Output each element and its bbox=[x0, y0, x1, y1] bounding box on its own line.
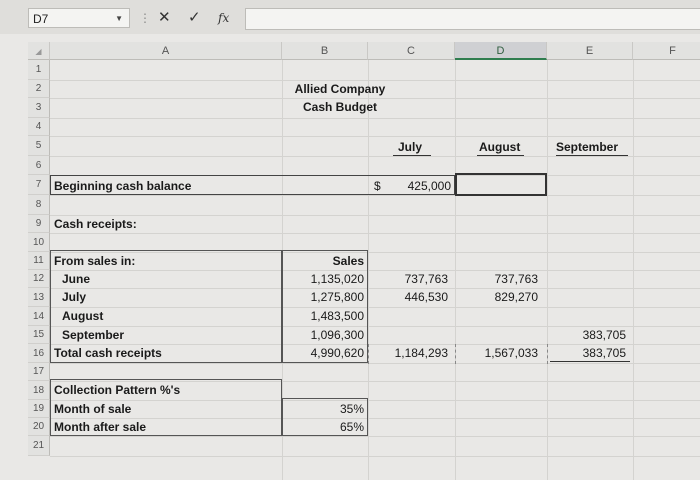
month-header-august: August bbox=[479, 140, 521, 154]
sales-row-label: July bbox=[62, 290, 87, 304]
month-of-sale-pct[interactable]: 35% bbox=[339, 402, 364, 416]
total-cash-receipts-label: Total cash receipts bbox=[54, 346, 162, 360]
sales-row-august[interactable]: 737,763 bbox=[494, 272, 538, 286]
column-header-f[interactable]: F bbox=[633, 42, 700, 60]
total-sales[interactable]: 4,990,620 bbox=[310, 346, 364, 360]
sales-header: Sales bbox=[332, 254, 364, 268]
collection-pattern-label: Collection Pattern %'s bbox=[54, 383, 181, 397]
function-icon[interactable]: fx bbox=[218, 11, 230, 25]
total-september[interactable]: 383,705 bbox=[582, 346, 626, 360]
row-header[interactable]: 1 bbox=[28, 60, 50, 80]
sales-row-label: August bbox=[62, 309, 104, 323]
formula-input[interactable] bbox=[245, 8, 700, 30]
sales-row-label: September bbox=[62, 328, 125, 342]
sales-row-sales[interactable]: 1,483,500 bbox=[310, 309, 364, 323]
total-august[interactable]: 1,567,033 bbox=[484, 346, 538, 360]
row-header[interactable]: 7 bbox=[28, 175, 50, 195]
month-of-sale-label: Month of sale bbox=[54, 402, 132, 416]
sales-row-label: June bbox=[62, 272, 91, 286]
sales-row-july[interactable]: 446,530 bbox=[404, 290, 448, 304]
company-name: Allied Company bbox=[294, 82, 386, 96]
select-all-corner[interactable]: ◢ bbox=[28, 42, 50, 60]
row-header[interactable]: 15 bbox=[28, 326, 50, 344]
row-header[interactable]: 16 bbox=[28, 344, 50, 363]
beginning-cash-currency: $ bbox=[374, 179, 381, 193]
sales-row-august[interactable]: 829,270 bbox=[494, 290, 538, 304]
month-after-sale-pct[interactable]: 65% bbox=[339, 420, 364, 434]
column-header-c[interactable]: C bbox=[368, 42, 455, 60]
row-header[interactable]: 5 bbox=[28, 136, 50, 156]
beginning-cash-label: Beginning cash balance bbox=[54, 179, 192, 193]
row-header[interactable]: 2 bbox=[28, 80, 50, 98]
selected-cell-d7[interactable] bbox=[455, 173, 547, 196]
sales-row-september[interactable]: 383,705 bbox=[582, 328, 626, 342]
row-header[interactable]: 10 bbox=[28, 233, 50, 252]
sheet-title: Cash Budget bbox=[302, 100, 377, 114]
enter-icon[interactable]: ✓ bbox=[188, 9, 201, 26]
row-header[interactable]: 3 bbox=[28, 98, 50, 118]
total-july[interactable]: 1,184,293 bbox=[394, 346, 448, 360]
worksheet bbox=[0, 34, 700, 458]
month-header-july: July bbox=[398, 140, 423, 154]
name-box-value: D7 bbox=[33, 12, 49, 26]
column-header-a[interactable]: A bbox=[50, 42, 282, 60]
chevron-down-icon[interactable]: ▼ bbox=[115, 14, 123, 23]
cash-receipts-label: Cash receipts: bbox=[54, 217, 137, 231]
beginning-cash-box bbox=[50, 175, 455, 195]
column-header-d[interactable]: D bbox=[455, 42, 547, 60]
beginning-cash-july[interactable]: 425,000 bbox=[407, 179, 451, 193]
row-header[interactable]: 12 bbox=[28, 270, 50, 288]
row-header[interactable]: 17 bbox=[28, 363, 50, 381]
name-box[interactable] bbox=[28, 8, 130, 28]
row-header[interactable]: 18 bbox=[28, 381, 50, 400]
row-header[interactable]: 4 bbox=[28, 118, 50, 136]
column-header-e[interactable]: E bbox=[547, 42, 633, 60]
column-header-b[interactable]: B bbox=[282, 42, 368, 60]
row-header[interactable]: 14 bbox=[28, 307, 50, 326]
row-header[interactable]: 20 bbox=[28, 418, 50, 436]
row-header[interactable]: 9 bbox=[28, 215, 50, 233]
row-header[interactable]: 13 bbox=[28, 288, 50, 307]
formula-bar bbox=[0, 0, 700, 34]
row-header[interactable]: 6 bbox=[28, 156, 50, 175]
row-header[interactable]: 21 bbox=[28, 436, 50, 456]
month-header-september: September bbox=[556, 140, 619, 154]
row-header[interactable]: 11 bbox=[28, 252, 50, 270]
row-header[interactable]: 8 bbox=[28, 195, 50, 215]
sales-row-july[interactable]: 737,763 bbox=[404, 272, 448, 286]
month-after-sale-label: Month after sale bbox=[54, 420, 147, 434]
row-header[interactable]: 19 bbox=[28, 400, 50, 418]
sales-row-sales[interactable]: 1,096,300 bbox=[310, 328, 364, 342]
sales-row-sales[interactable]: 1,135,020 bbox=[310, 272, 364, 286]
from-sales-label: From sales in: bbox=[54, 254, 136, 268]
sales-row-sales[interactable]: 1,275,800 bbox=[310, 290, 364, 304]
cancel-icon[interactable]: ✕ bbox=[158, 9, 171, 26]
more-options-icon[interactable]: ⋮ bbox=[139, 11, 151, 25]
